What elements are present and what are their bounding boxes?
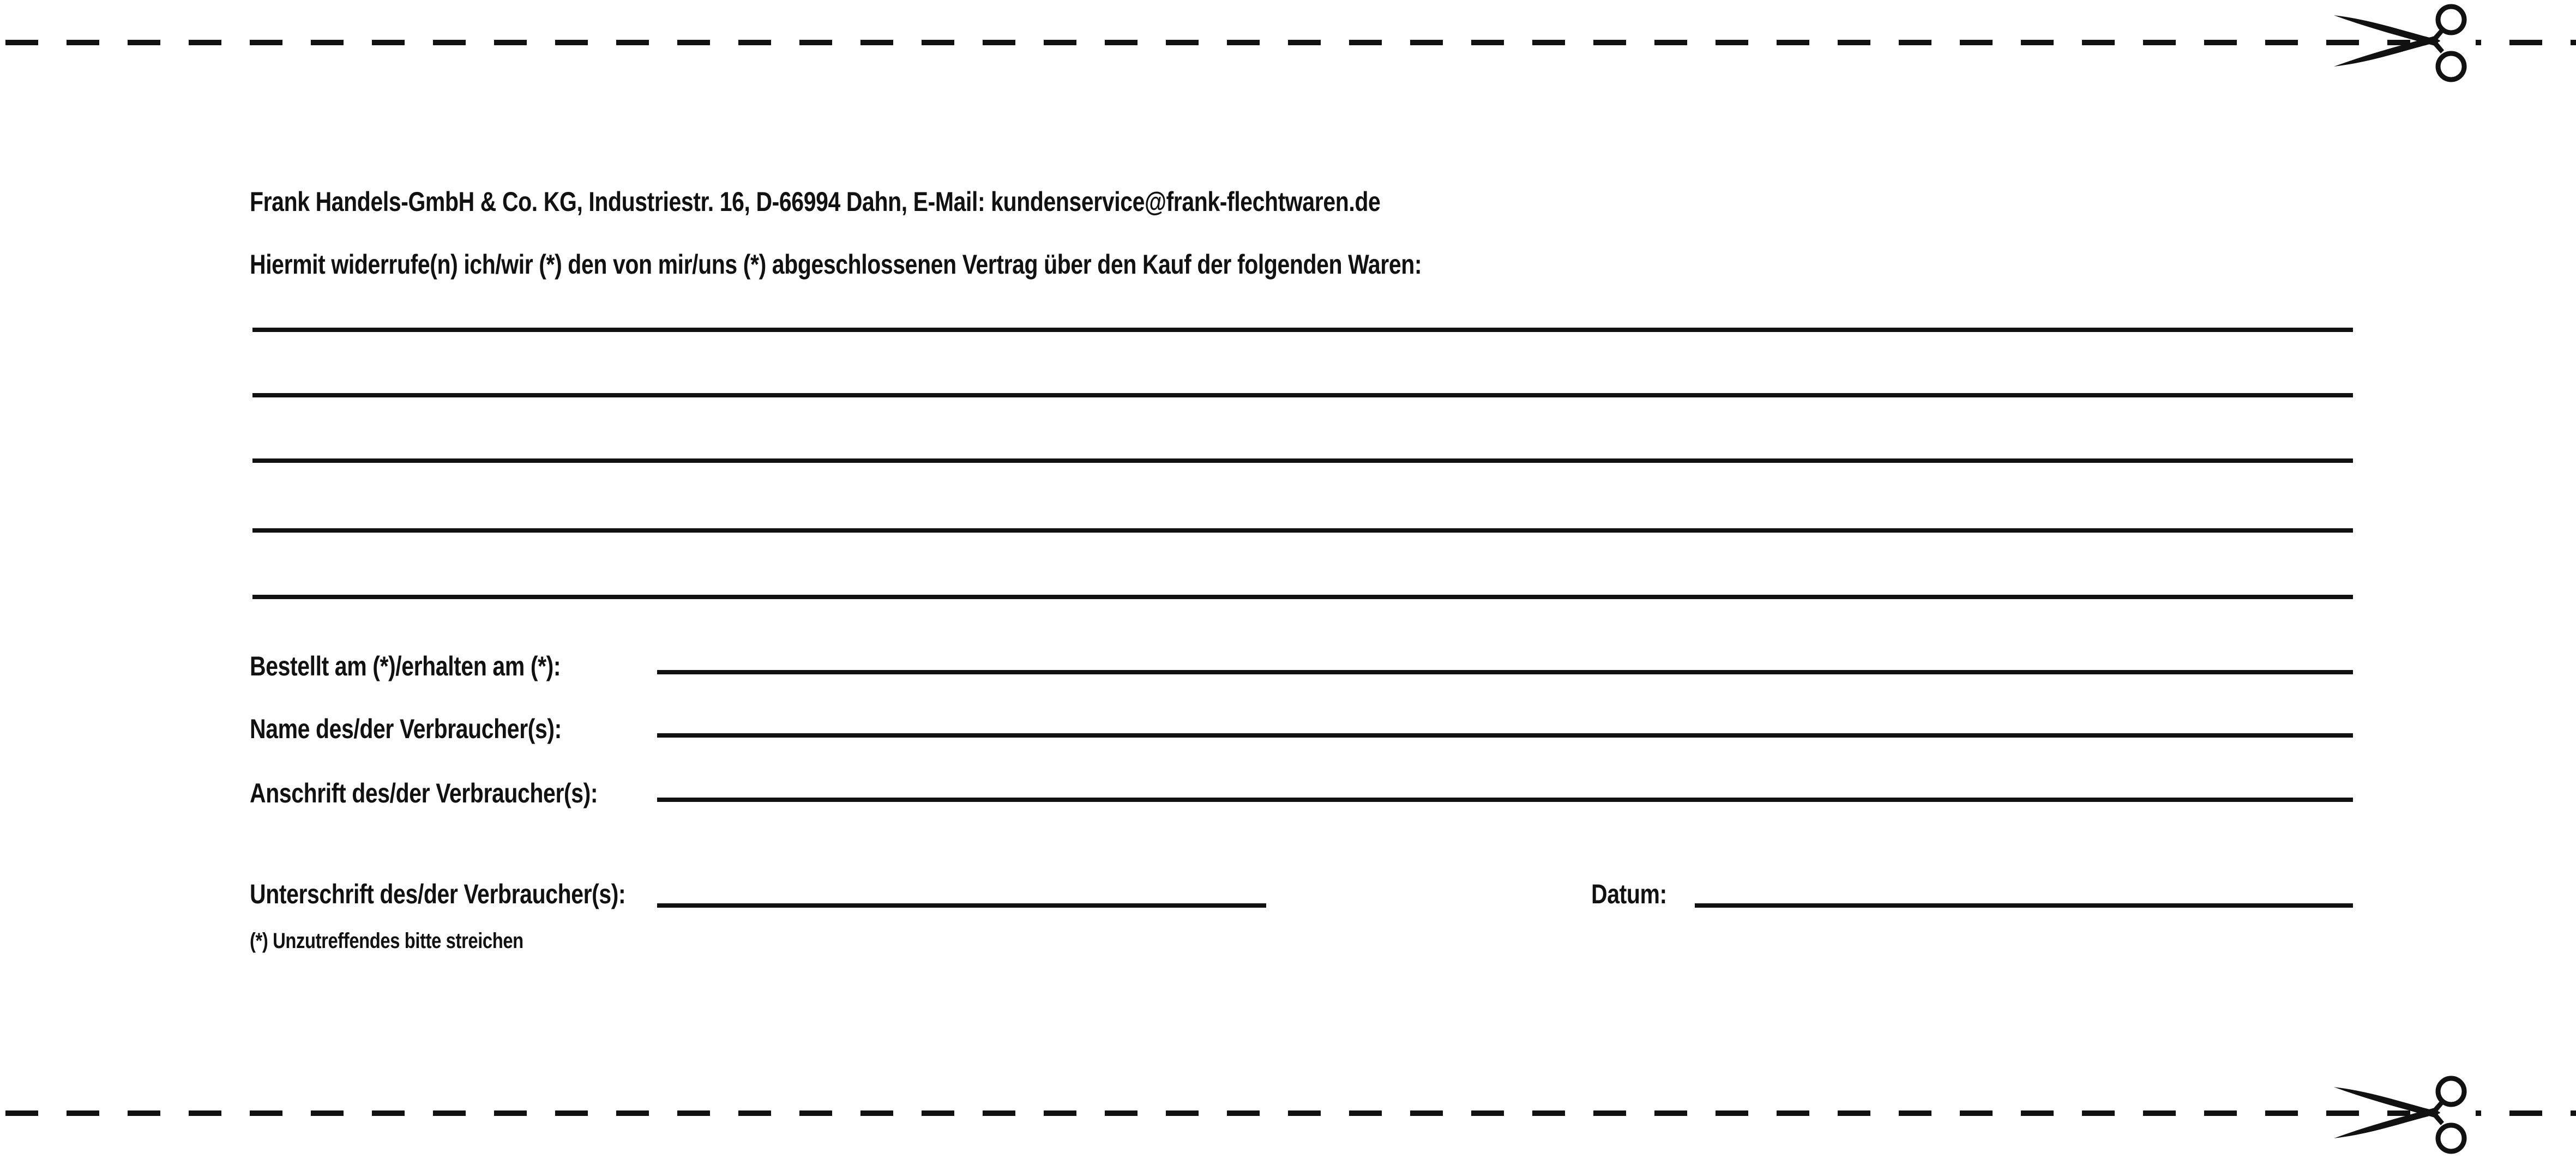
top-cut-line <box>0 32 2576 53</box>
footnote: (*) Unzutreffendes bitte streichen <box>250 929 523 953</box>
consumer-address-line[interactable] <box>657 798 2353 802</box>
goods-line-5[interactable] <box>252 595 2353 599</box>
bottom-cut-line <box>0 1102 2576 1124</box>
consumer-name-label: Name des/der Verbraucher(s): <box>250 714 562 744</box>
date-label: Datum: <box>1591 879 1667 909</box>
scissors-icon <box>2328 0 2481 87</box>
ordered-received-label: Bestellt am (*)/erhalten am (*): <box>250 651 561 681</box>
signature-label: Unterschrift des/der Verbraucher(s): <box>250 879 626 909</box>
consumer-address-label: Anschrift des/der Verbraucher(s): <box>250 778 598 808</box>
date-line[interactable] <box>1695 903 2353 908</box>
ordered-received-line[interactable] <box>657 670 2353 674</box>
scissors-icon <box>2328 1072 2481 1159</box>
goods-line-1[interactable] <box>252 328 2353 332</box>
address-line: Frank Handels-GmbH & Co. KG, Industriestr. 16, D-66994 Dahn, E-Mail: kundenservice@frank-flechtwaren.de <box>250 186 1381 217</box>
signature-line[interactable] <box>657 903 1266 908</box>
goods-line-2[interactable] <box>252 393 2353 397</box>
consumer-name-line[interactable] <box>657 733 2353 738</box>
goods-line-4[interactable] <box>252 528 2353 533</box>
goods-line-3[interactable] <box>252 458 2353 463</box>
top-dashed-line <box>0 32 2576 53</box>
declaration-text: Hiermit widerrufe(n) ich/wir (*) den von mir/uns (*) abgeschlossenen Vertrag über den Kauf der folgenden Waren: <box>250 249 1422 280</box>
bottom-dashed-line <box>0 1102 2576 1124</box>
